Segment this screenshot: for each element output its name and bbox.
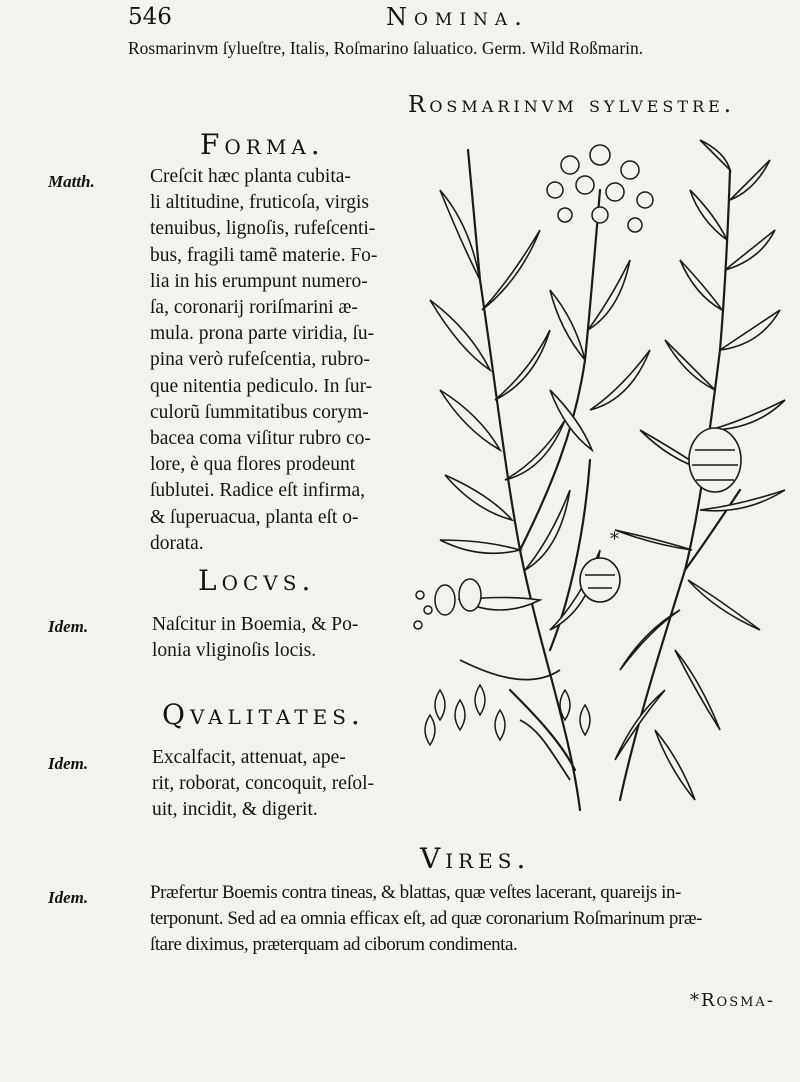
text-line: Præfertur Boemis contra tineas, & blattas, quæ veſtes lacerant, quareijs in- — [150, 882, 681, 903]
text-line: tenuibus, lignoſis, rufeſcenti- — [150, 218, 376, 240]
locus-text — [152, 612, 358, 664]
text-line: & ſuperuacua, planta eſt o- — [150, 506, 359, 528]
names-line: Rosmarinvm ſylueſtre, Italis, Roſmarino ſaluatico. Germ. Wild Roßmarin. — [128, 38, 644, 58]
forma-margin-note: Matth. — [48, 172, 95, 191]
text-line: li altitudine, fruticoſa, virgis — [150, 192, 369, 214]
text-line: pina verò rufeſcentia, rubro- — [150, 349, 370, 371]
figure-marker: * — [610, 529, 619, 550]
text-line: que nitentia pediculo. In ſur- — [150, 375, 373, 397]
text-line: ſa, coronarij roriſmarini æ- — [150, 297, 358, 319]
vires-heading: Vires. — [420, 842, 531, 875]
text-line: Naſcitur in Boemia, & Po- — [152, 614, 359, 635]
text-line: dorata. — [150, 532, 204, 554]
text-line: bacea coma viſitur rubro co- — [150, 428, 371, 450]
text-line: lonia vliginoſis locis. — [152, 640, 317, 662]
text-line: lia in his erumpunt numero- — [150, 270, 368, 292]
page-number: 546 — [128, 4, 172, 30]
text-line: Creſcit hæc planta cubita- — [150, 166, 351, 187]
forma-text — [150, 164, 377, 557]
vires-margin-note: Idem. — [48, 888, 89, 907]
text-line: ſtare diximus, præterquam ad ciborum condimenta. — [150, 934, 518, 956]
locus-margin-note: Idem. — [48, 617, 89, 636]
text-line: uit, incidit, & digerit. — [152, 799, 318, 821]
qualitates-heading: Qvalitates. — [162, 698, 365, 731]
text-line: bus, fragili tamẽ materie. Fo- — [150, 244, 378, 266]
text-line: lore, è qua flores prodeunt — [150, 454, 356, 476]
qualitates-text — [152, 745, 374, 824]
text-line: rit, roborat, concoquit, reſol- — [152, 773, 375, 795]
text-line: terponunt. Sed ad ea omnia efficax eſt, ad quæ coronarium Roſmarinum præ- — [150, 908, 702, 930]
locus-heading: Locvs. — [198, 564, 316, 597]
text-line: Excalfacit, attenuat, ape- — [152, 747, 346, 768]
running-title: Nomina. — [386, 3, 529, 31]
text-line: culorũ ſummitatibus corym- — [150, 401, 369, 423]
forma-heading: Forma. — [200, 128, 325, 161]
catchword: *Rosma- — [690, 990, 775, 1011]
text-line: mula. prona parte viridia, ſu- — [150, 323, 375, 345]
vires-text — [150, 880, 702, 959]
text-line: ſublutei. Radice eſt infirma, — [150, 480, 365, 502]
figure-caption: Rosmarinvm sylvestre. — [408, 92, 736, 118]
qualitates-margin-note: Idem. — [48, 754, 89, 773]
plant-woodcut-illustration — [400, 130, 795, 820]
